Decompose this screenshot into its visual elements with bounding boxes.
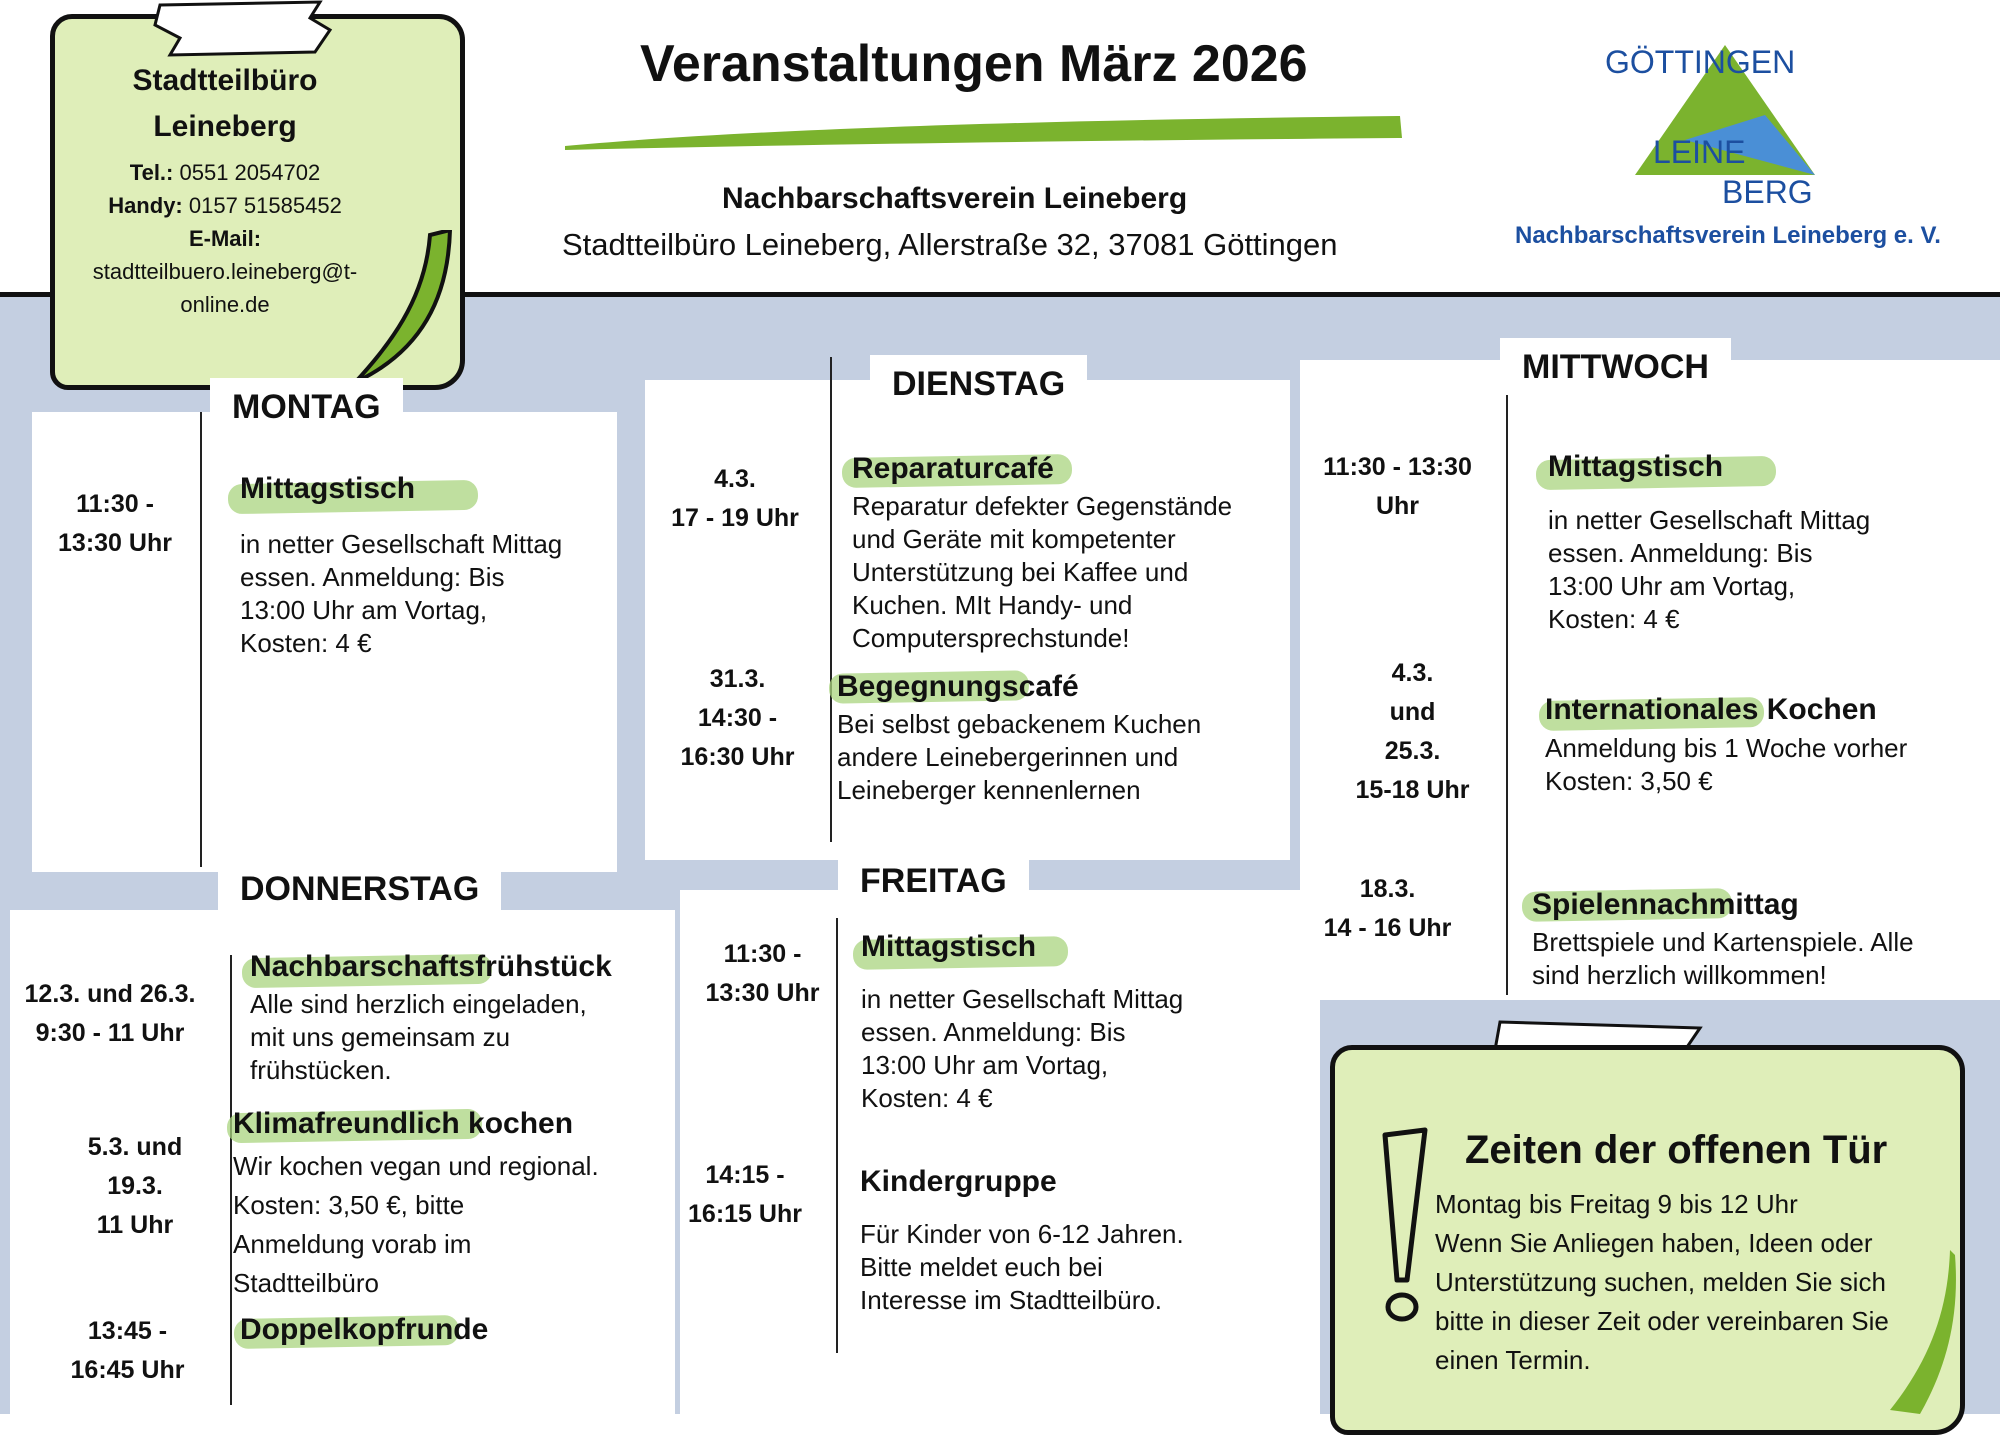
montag-ev1-time: 11:30 - 13:30 Uhr [58,490,172,557]
mittwoch-ev2-desc: Anmeldung bis 1 Woche vorher Kosten: 3,50 € [1545,733,1908,796]
dienstag-ev1-time: 4.3. 17 - 19 Uhr [671,465,799,532]
mittwoch-ev3-time: 18.3. 14 - 16 Uhr [1323,875,1452,942]
mittwoch-divider [1506,395,1508,995]
mittwoch-ev1-title: Mittagstisch [1548,450,1724,483]
page-title: Veranstaltungen März 2026 [640,35,1308,93]
dienstag-ev2-title: Begegnungscafé [837,670,1079,703]
dienstag-ev1-title: Reparaturcafé [852,452,1054,485]
contact-note-tab [140,0,340,60]
email-line1[interactable]: stadtteilbuero.leineberg@t- [92,259,358,284]
logo-line1: GÖTTINGEN [1605,44,1796,80]
mittwoch-ev1-time: 11:30 - 13:30 Uhr [1323,453,1472,520]
handy-number[interactable]: 0157 51585452 [188,193,342,218]
mittwoch-heading: MITTWOCH [1500,338,1731,393]
open-door-title: Zeiten der offenen Tür [1465,1128,1888,1172]
title-underline-brushstroke [560,108,1410,153]
montag-divider [200,412,202,867]
dienstag-divider [830,357,832,842]
logo-line3: BERG [1722,174,1813,210]
freitag-ev2-desc: Für Kinder von 6-12 Jahren. Bitte meldet euch bei Interesse im Stadtteilbüro. [860,1219,1184,1315]
org-address: Stadtteilbüro Leineberg, Allerstraße 32, 37081 Göttingen [562,227,1338,262]
dienstag-ev2-desc: Bei selbst gebackenem Kuchen andere Leinebergerinnen und Leineberger kennenlernen [837,709,1202,805]
freitag-ev1-desc: in netter Gesellschaft Mittag essen. Anmeldung: Bis 13:00 Uhr am Vortag, Kosten: 4 € [861,984,1184,1113]
donnerstag-ev2-title: Klimafreundlich kochen [233,1107,574,1140]
montag-ev1-desc: in netter Gesellschaft Mittag essen. Anmeldung: Bis 13:00 Uhr am Vortag, Kosten: 4 € [240,529,563,658]
dienstag-heading: DIENSTAG [870,355,1087,410]
dienstag-ev2-time: 31.3. 14:30 - 16:30 Uhr [680,665,795,771]
donnerstag-ev1-title: Nachbarschaftsfrühstück [250,950,612,983]
montag-heading: MONTAG [210,378,403,433]
handy-label: Handy: [108,193,183,218]
email-line2[interactable]: online.de [180,292,270,317]
donnerstag-ev1-time: 12.3. und 26.3. 9:30 - 11 Uhr [24,980,196,1047]
mittwoch-ev3-desc: Brettspiele und Kartenspiele. Alle sind herzlich willkommen! [1532,927,1914,990]
mittwoch-ev3-title: Spielennachmittag [1532,888,1799,921]
donnerstag-heading: DONNERSTAG [218,860,501,915]
dienstag-ev1-desc: Reparatur defekter Gegenstände und Geräte mit kompetenter Unterstützung bei Kaffee und Kuchen. MIt Handy- und Computersprechstunde! [852,491,1233,653]
logo-line2: LEINE [1653,134,1746,170]
donnerstag-divider [230,955,232,1405]
mittwoch-ev1-desc: in netter Gesellschaft Mittag essen. Anmeldung: Bis 13:00 Uhr am Vortag, Kosten: 4 € [1548,505,1871,634]
logo-caption: Nachbarschaftsverein Leineberg e. V. [1515,222,1941,249]
org-name: Nachbarschaftsverein Leineberg [722,182,1188,215]
freitag-ev1-time: 11:30 - 13:30 Uhr [705,940,820,1007]
donnerstag-ev2-desc: Wir kochen vegan und regional. Kosten: 3,50 €, bitte Anmeldung vorab im Stadtteilbüro [233,1151,599,1298]
tel-number[interactable]: 0551 2054702 [179,160,321,185]
exclamation-icon [1365,1125,1445,1325]
donnerstag-ev1-desc: Alle sind herzlich eingeladen, mit uns gemeinsam zu frühstücken. [250,989,587,1085]
contact-title-line1: Stadtteilbüro [132,64,318,97]
contact-title-line2: Leineberg [153,110,297,143]
open-door-text: Montag bis Freitag 9 bis 12 Uhr Wenn Sie Anliegen haben, Ideen oder Unterstützung suchen, melden Sie sich bitte in dieser Zeit oder vereinbaren Sie einen Termin. [1435,1189,1889,1375]
open-door-note-curl [1880,1250,1960,1414]
donnerstag-ev2-time: 5.3. und 19.3. 11 Uhr [87,1133,183,1239]
mittwoch-ev2-title: Internationales Kochen [1545,693,1877,726]
donnerstag-ev3-time: 13:45 - 16:45 Uhr [70,1317,185,1384]
freitag-ev2-title: Kindergruppe [860,1165,1057,1198]
freitag-ev1-title: Mittagstisch [861,930,1037,963]
montag-ev1-title: Mittagstisch [240,472,416,505]
logo [1510,40,1950,260]
donnerstag-ev3-title: Doppelkopfrunde [240,1313,489,1346]
freitag-heading: FREITAG [838,852,1029,907]
email-label: E-Mail: [188,226,262,251]
tel-label: Tel.: [129,160,174,185]
mittwoch-ev2-time: 4.3. und 25.3. 15-18 Uhr [1355,659,1470,804]
freitag-ev2-time: 14:15 - 16:15 Uhr [688,1161,802,1228]
